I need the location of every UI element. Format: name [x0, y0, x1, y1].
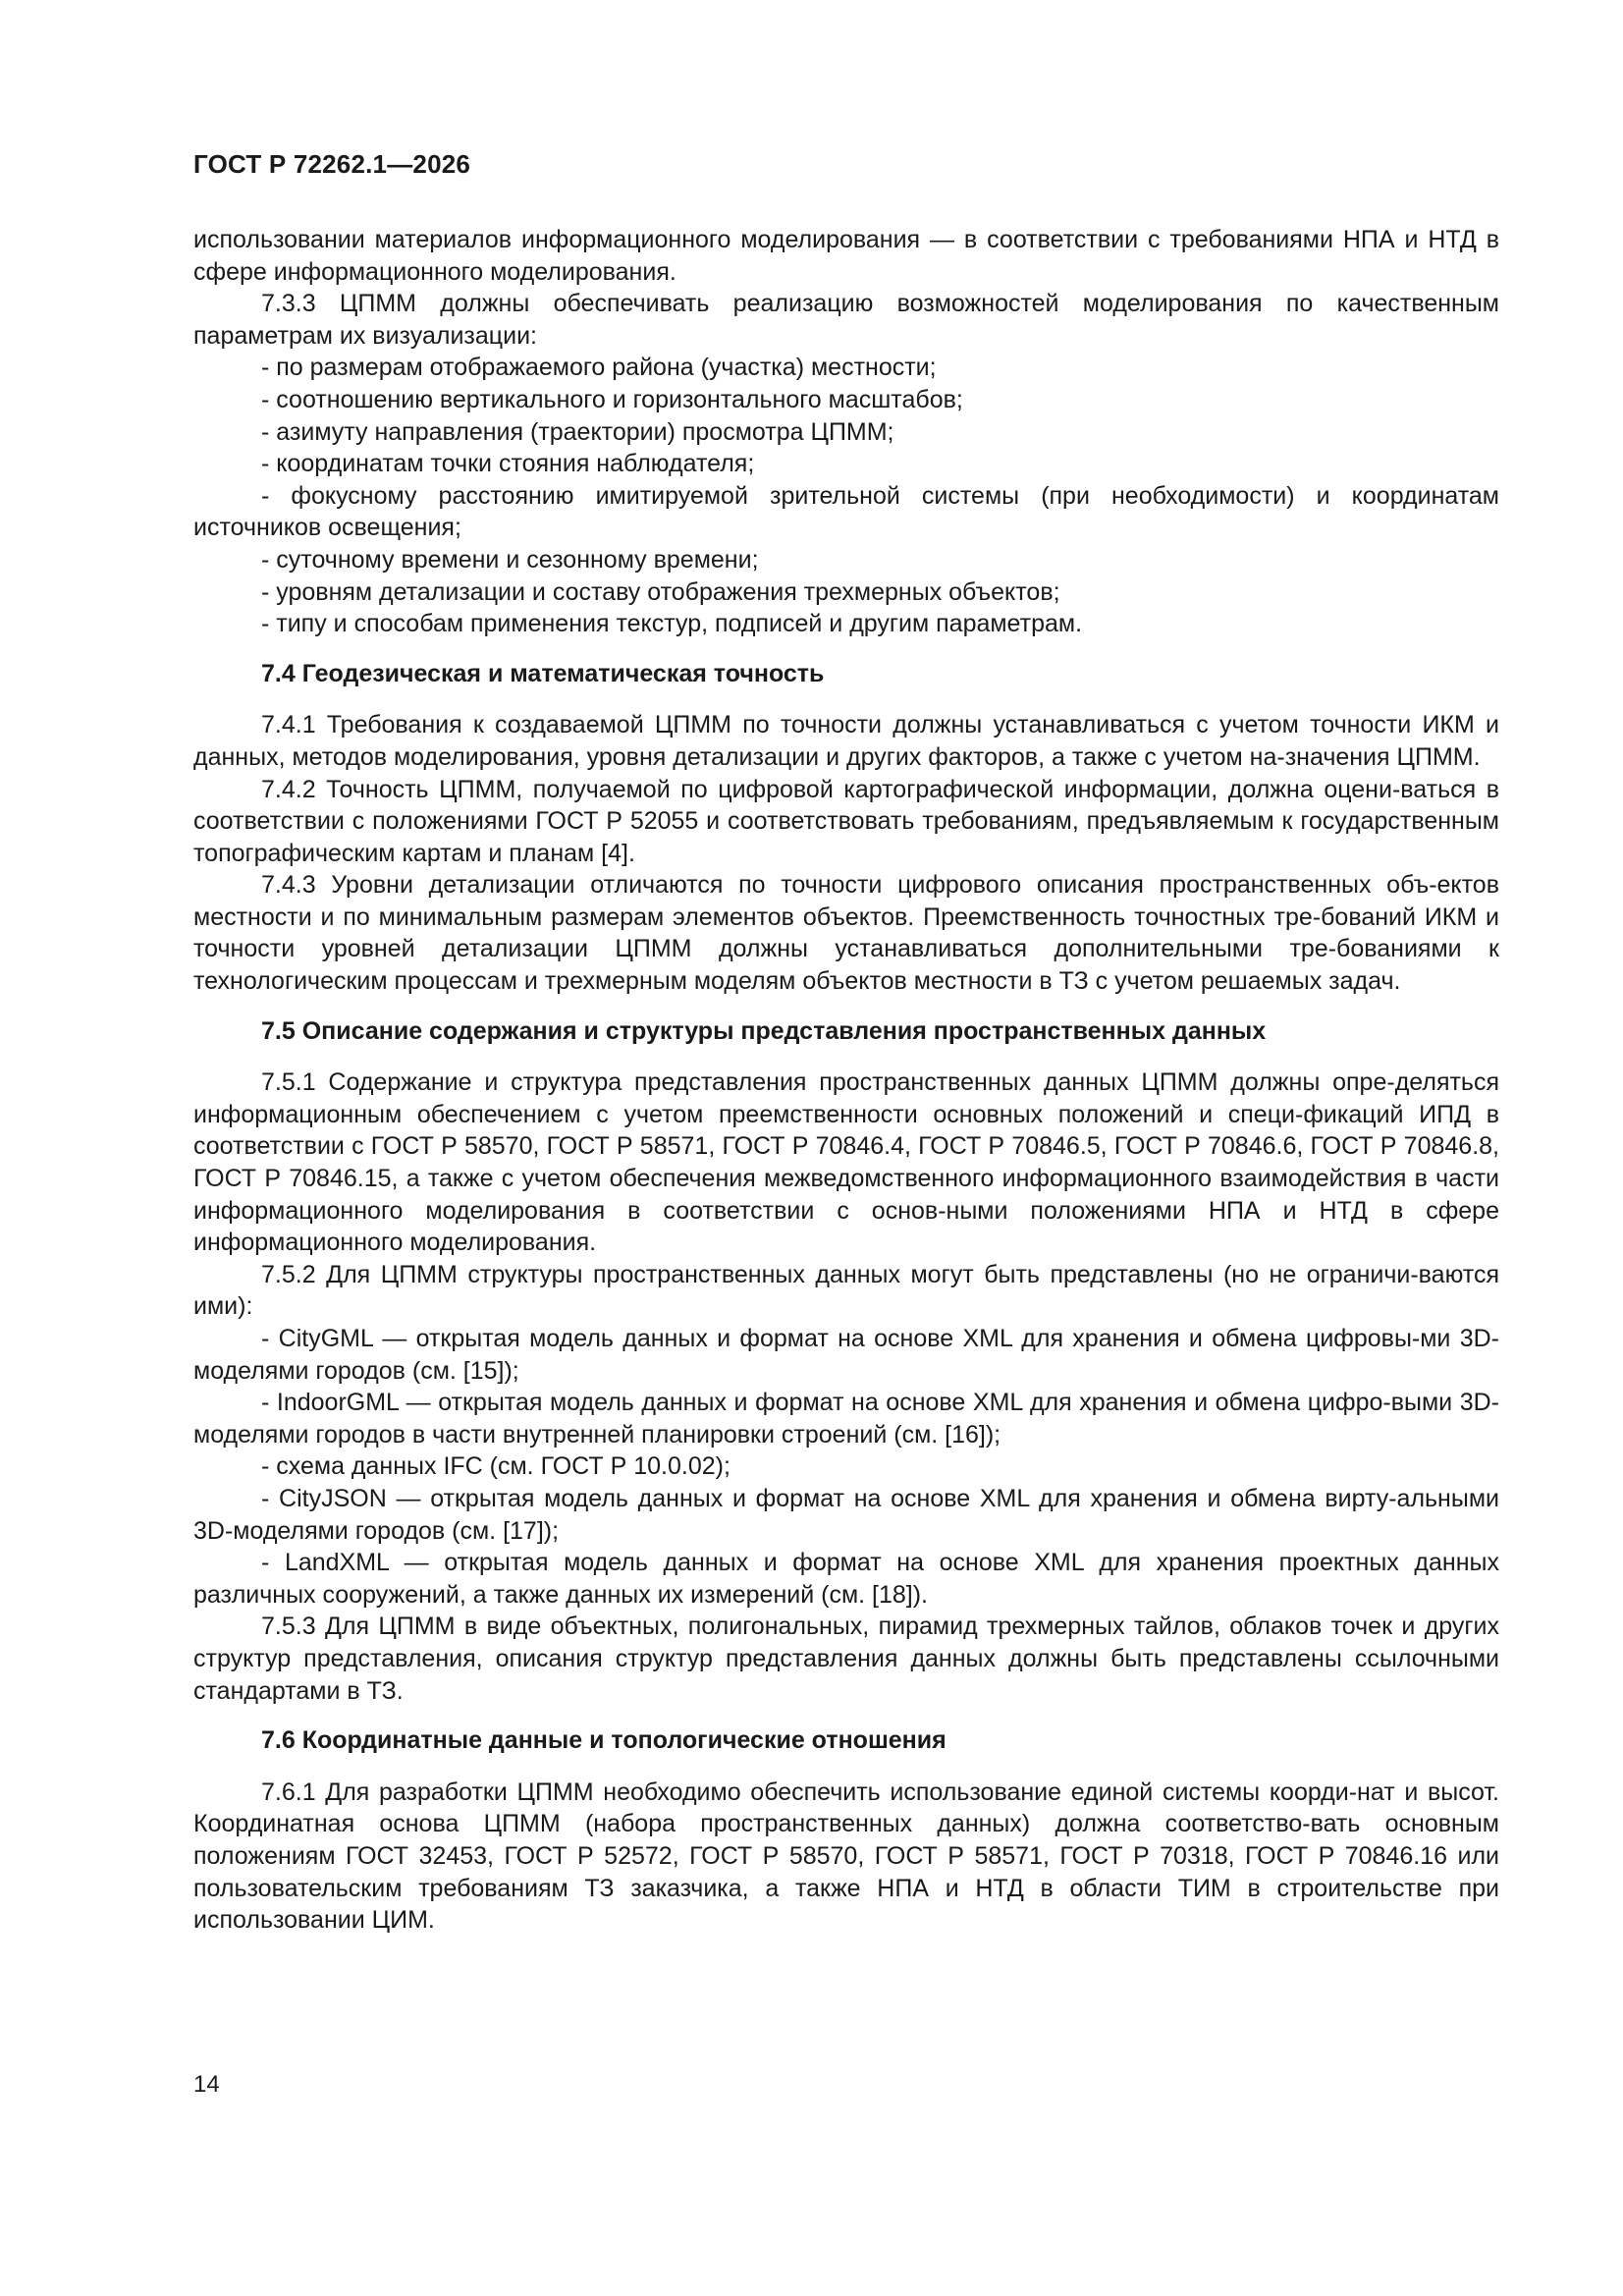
document-header: ГОСТ Р 72262.1—2026 [193, 149, 471, 179]
paragraph: 7.5.1 Содержание и структура представления пространственных данных ЦПММ должны опре-деляться информационным обеспечением с учетом преемственности основных положений и специ-фикаций ИПД в соответствии с ГОСТ Р 58570, ГОСТ Р 58571, ГОСТ Р 70846.4, ГОСТ Р 70846.5, ГОСТ Р 70846.6, ГОСТ Р 70846.8, ГОСТ Р 70846.15, а также с учетом обеспечения межведомственного информационного взаимодействия в части информационного моделирования в соответствии с основ-ными положениями НПА и НТД в сфере информационного моделирования. [193, 1068, 1499, 1257]
paragraph: 7.3.3 ЦПММ должны обеспечивать реализацию возможностей моделирования по качественным параметрам их визуализации: [193, 290, 1499, 350]
list-item: - схема данных IFC (см. ГОСТ Р 10.0.02); [261, 1452, 730, 1481]
list-item: - координатам точки стояния наблюдателя; [261, 450, 755, 478]
section-heading: 7.5 Описание содержания и структуры представления пространственных данных [261, 1016, 1267, 1045]
list-item: - соотношению вертикального и горизонтального масштабов; [261, 385, 963, 413]
paragraph: 7.5.3 Для ЦПММ в виде объектных, полигональных, пирамид трехмерных тайлов, облаков точек и других структур представления, описания структур представления данных должны быть представлены ссылочными стандартами в ТЗ. [193, 1613, 1499, 1705]
paragraph: 7.4.3 Уровни детализации отличаются по точности цифрового описания пространственных объ-ектов местности и по минимальным размерам элементов объектов. Преемственность точностных тре-бований ИКМ и точности уровней детализации ЦПММ должны устанавливаться дополнительными тре-бованиями к технологическим процессам и трехмерным моделям объектов местности в ТЗ с учетом решаемых задач. [193, 871, 1499, 996]
list-item: - CityGML — открытая модель данных и формат на основе XML для хранения и обмена цифровы-ми 3D-моделями городов (см. [15]); [193, 1325, 1499, 1385]
paragraph: 7.4.1 Требования к создаваемой ЦПММ по точности должны устанавливаться с учетом точности ИКМ и данных, методов моделирования, уровня детализации и других факторов, а также с учетом на-значения ЦПММ. [193, 711, 1499, 771]
paragraph: 7.6.1 Для разработки ЦПММ необходимо обеспечить использование единой системы коорди-нат и высот. Координатная основа ЦПММ (набора пространственных данных) должна соответство-вать основным положениям ГОСТ 32453, ГОСТ Р 52572, ГОСТ Р 58570, ГОСТ Р 58571, ГОСТ Р 70318, ГОСТ Р 70846.16 или пользовательским требованиям ТЗ заказчика, а также НПА и НТД в области ТИМ в строительстве при использовании ЦИМ. [193, 1777, 1499, 1935]
list-item: - LandXML — открытая модель данных и формат на основе XML для хранения проектных данных различных сооружений, а также данных их измерений (см. [18]). [193, 1549, 1499, 1609]
list-item: - суточному времени и сезонному времени; [261, 545, 759, 574]
paragraph: 7.5.2 Для ЦПММ структуры пространственных данных могут быть представлены (но не ограничи-ваются ими): [193, 1260, 1499, 1321]
list-item: - фокусному расстоянию имитируемой зрительной системы (при необходимости) и координатам источников освещения; [193, 481, 1499, 542]
section-heading: 7.6 Координатные данные и топологические отношения [261, 1726, 947, 1755]
list-item: - азимуту направления (траектории) просмотра ЦПММ; [261, 417, 894, 446]
list-item: - CityJSON — открытая модель данных и формат на основе XML для хранения и обмена вирту-альными 3D-моделями городов (см. [17]); [193, 1484, 1499, 1545]
list-item: - IndoorGML — открытая модель данных и формат на основе XML для хранения и обмена цифро-выми 3D-моделями городов в части внутренней планировки строений (см. [16]); [193, 1389, 1499, 1449]
document-body [193, 224, 1499, 1937]
section-heading: 7.4 Геодезическая и математическая точность [261, 659, 825, 687]
list-item: - типу и способам применения текстур, подписей и другим параметрам. [261, 610, 1083, 638]
paragraph: использовании материалов информационного моделирования — в соответствии с требованиями НПА и НТД в сфере информационного моделирования. [193, 226, 1499, 286]
paragraph: 7.4.2 Точность ЦПММ, получаемой по цифровой картографической информации, должна оцени-ваться в соответствии с положениями ГОСТ Р 52055 и соответствовать требованиям, предъявляемым к государственным топографическим картам и планам [4]. [193, 775, 1499, 867]
list-item: - по размерам отображаемого района (участка) местности; [261, 354, 937, 382]
list-item: - уровням детализации и составу отображения трехмерных объектов; [261, 577, 1060, 606]
page-number: 14 [193, 2071, 220, 2098]
